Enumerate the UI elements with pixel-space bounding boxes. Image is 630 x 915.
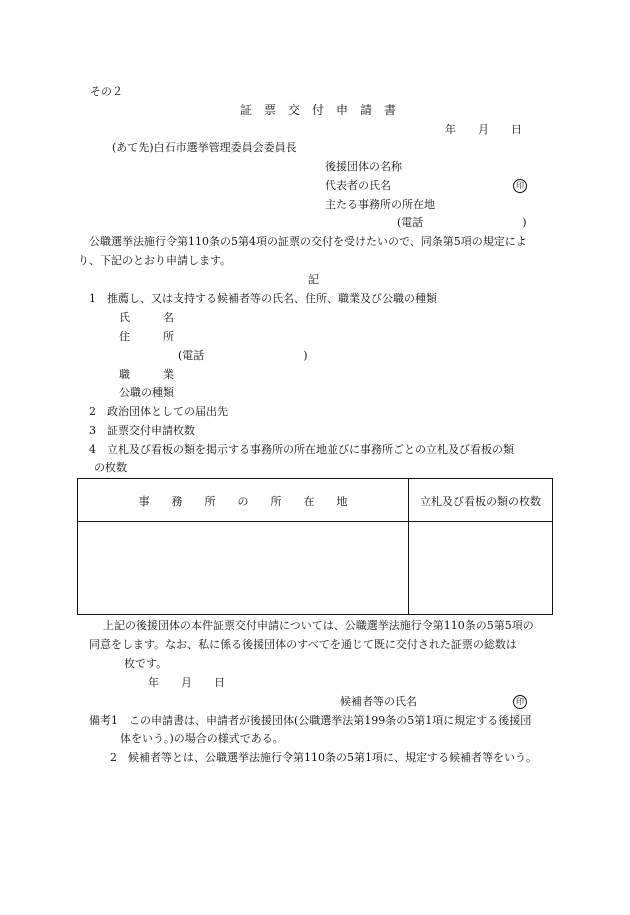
main-office-label: 主たる事務所の所在地: [325, 198, 435, 211]
item-4-heading-line-2: の枚数: [94, 461, 127, 474]
consent-date-line: 年 月 日: [148, 676, 225, 689]
note-1-line-1: 備考1 この申請書は、申請者が後援団体(公職選挙法第199条の5第1項に規定する後援団: [89, 714, 532, 727]
candidate-phone: (電話 ): [178, 349, 308, 362]
note-2: 2 候補者等とは、公職選挙法施行令第110条の5第1項に、規定する候補者等をいう。: [110, 751, 537, 764]
candidate-seal-icon: 印: [513, 695, 527, 709]
form-number: その２: [90, 85, 123, 98]
candidate-signature-label: 候補者等の氏名: [340, 695, 417, 708]
intro-text-line-2: り、下記のとおり申請します。: [78, 254, 232, 267]
office-location-column-header: 事 務 所 の 所 在 地: [138, 495, 348, 508]
item-1-heading: 1 推薦し、又は支持する候補者等の氏名、住所、職業及び公職の種類: [89, 292, 437, 305]
candidate-occupation-field-label: 職 業: [119, 368, 174, 381]
consent-text-line-3: 枚です。: [124, 657, 168, 670]
item-3-heading: 3 証票交付申請枚数: [89, 424, 195, 437]
form-title: 証 票 交 付 申 請 書: [240, 103, 397, 117]
item-2-heading: 2 政治団体としての届出先: [89, 405, 228, 418]
addressee: (あて先)白石市選挙管理委員会委員長: [112, 141, 297, 154]
office-type-field-label: 公職の種類: [119, 386, 174, 399]
note-1-line-2: 体をいう。)の場合の様式である。: [120, 732, 284, 745]
table-header-divider: [78, 521, 552, 522]
group-name-label: 後援団体の名称: [325, 160, 402, 173]
consent-text-line-2: 同意をします。なお、私に係る後援団体のすべてを通じて既に交付された証票の総数は: [89, 638, 517, 651]
date-line: 年 月 日: [445, 123, 522, 136]
candidate-address-field-label: 住 所: [119, 330, 174, 343]
candidate-name-field-label: 氏 名: [119, 311, 174, 324]
signboard-count-column-header: 立札及び看板の類の枚数: [420, 495, 541, 508]
representative-seal-icon: 印: [513, 179, 527, 193]
ki-heading: 記: [308, 273, 319, 286]
applicant-phone: (電話 ): [397, 216, 527, 229]
representative-name-label: 代表者の氏名: [325, 179, 391, 192]
intro-text-line-1: 公職選挙法施行令第110条の5第4項の証票の交付を受けたいので、同条第5項の規定によ: [89, 235, 527, 248]
consent-text-line-1: 上記の後援団体の本件証票交付申請については、公職選挙法施行令第110条の5第5項の: [103, 619, 534, 632]
office-signboard-table: [77, 478, 553, 615]
item-4-heading-line-1: 4 立札及び看板の類を掲示する事務所の所在地並びに事務所ごとの立札及び看板の類: [89, 443, 514, 456]
